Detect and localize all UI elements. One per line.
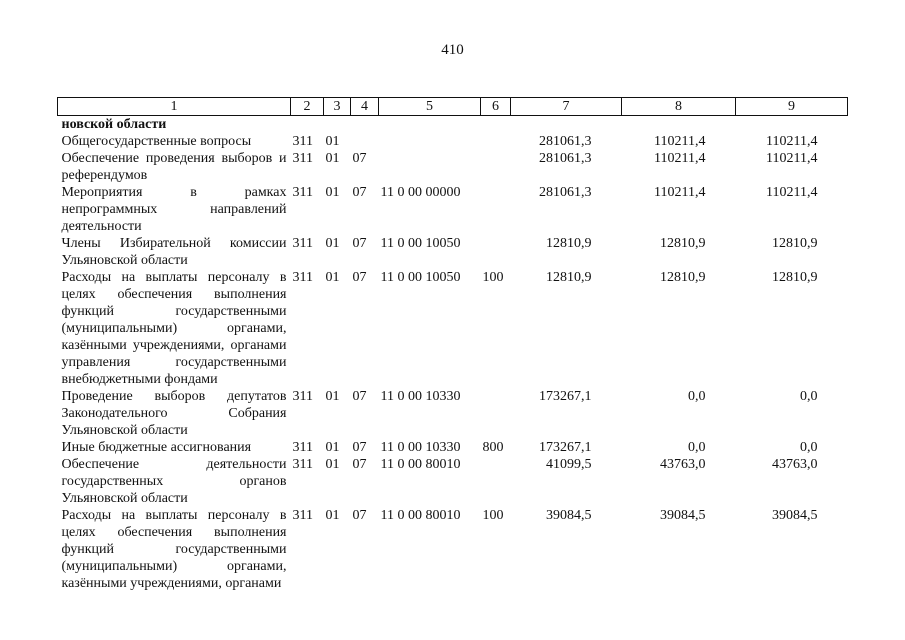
row-value-cell: 12810,9 (546, 270, 592, 285)
row-value-cell (481, 456, 511, 507)
row-name-cell: Обеспечение деятельности государственных органов Ульяновской области (61, 457, 287, 506)
row-value-cell (379, 133, 481, 150)
row-value-cell: 43763,0 (772, 457, 818, 472)
row-value-cell: 12810,9 (660, 270, 706, 285)
row-value-cell: 01 (325, 508, 340, 523)
table-row (58, 150, 848, 184)
header-cell: 3 (324, 98, 351, 116)
row-value-cell (481, 184, 511, 235)
row-name-cell: Общегосударственные вопросы (61, 134, 252, 149)
row-value-cell: 110211,4 (766, 185, 818, 200)
row-value-cell: 01 (325, 185, 340, 200)
page-number: 410 (441, 42, 464, 58)
row-value-cell: 41099,5 (546, 457, 592, 472)
row-value-cell: 100 (482, 508, 504, 523)
row-name-cell: Обеспечение проведения выборов и референдумов (61, 151, 287, 183)
row-value-cell: 110211,4 (654, 151, 706, 166)
row-value-cell: 12810,9 (546, 236, 592, 251)
row-value-cell: 311 (292, 440, 313, 455)
row-value-cell: 01 (325, 270, 340, 285)
row-value-cell: 311 (292, 270, 313, 285)
row-value-cell: 39084,5 (660, 508, 706, 523)
row-name-cell: Члены Избирательной комиссии Ульяновской области (61, 236, 287, 268)
table-row (58, 116, 848, 134)
row-value-cell: 311 (292, 151, 313, 166)
table-body (58, 116, 848, 593)
row-name-cell: Иные бюджетные ассигнования (61, 440, 252, 455)
row-value-cell: 43763,0 (660, 457, 706, 472)
row-value-cell: 07 (352, 508, 367, 523)
row-value-cell: 07 (352, 151, 367, 166)
table-row (58, 439, 848, 456)
row-value-cell: 0,0 (800, 389, 818, 404)
row-value-cell: 311 (292, 185, 313, 200)
row-value-cell (481, 133, 511, 150)
row-value-cell: 311 (292, 457, 313, 472)
row-value-cell: 39084,5 (772, 508, 818, 523)
row-value-cell: 11 0 00 80010 (380, 457, 461, 472)
row-value-cell: 12810,9 (772, 270, 818, 285)
budget-table (57, 97, 848, 592)
header-cell: 9 (736, 98, 848, 116)
row-value-cell (379, 150, 481, 184)
header-cell: 7 (511, 98, 622, 116)
header-cell: 6 (481, 98, 511, 116)
row-value-cell: 11 0 00 10050 (380, 270, 461, 285)
row-value-cell: 07 (352, 270, 367, 285)
row-value-cell: 110211,4 (766, 134, 818, 149)
row-value-cell: 100 (482, 270, 504, 285)
row-value-cell (379, 116, 481, 134)
header-cell: 1 (58, 98, 291, 116)
row-value-cell: 07 (352, 389, 367, 404)
row-value-cell: 07 (352, 185, 367, 200)
row-value-cell: 39084,5 (546, 508, 592, 523)
row-value-cell: 173267,1 (539, 440, 592, 455)
table-row (58, 388, 848, 439)
row-value-cell: 110211,4 (654, 185, 706, 200)
row-value-cell: 07 (352, 440, 367, 455)
header-cell: 4 (351, 98, 379, 116)
table-row (58, 507, 848, 592)
row-value-cell (351, 116, 379, 134)
row-value-cell (481, 150, 511, 184)
table-row (58, 269, 848, 388)
row-value-cell: 01 (325, 236, 340, 251)
table-row (58, 184, 848, 235)
row-name-cell: Расходы на выплаты персоналу в целях обеспечения выполнения функций государственными (муниципальными) органами, казёнными учреждениями, органами (61, 508, 287, 591)
header-cell: 5 (379, 98, 481, 116)
row-value-cell: 311 (292, 236, 313, 251)
header-cell: 2 (291, 98, 324, 116)
row-value-cell: 0,0 (688, 389, 706, 404)
table-row (58, 456, 848, 507)
row-value-cell: 11 0 00 10330 (380, 389, 461, 404)
row-value-cell: 11 0 00 00000 (380, 185, 461, 200)
row-value-cell: 01 (325, 440, 340, 455)
row-value-cell: 110211,4 (766, 151, 818, 166)
row-value-cell: 281061,3 (539, 185, 592, 200)
row-value-cell (291, 116, 324, 134)
row-value-cell: 281061,3 (539, 151, 592, 166)
table-row (58, 235, 848, 269)
table-row (58, 133, 848, 150)
row-value-cell (351, 133, 379, 150)
row-value-cell: 311 (292, 389, 313, 404)
row-value-cell: 0,0 (800, 440, 818, 455)
row-value-cell: 11 0 00 80010 (380, 508, 461, 523)
row-value-cell: 12810,9 (772, 236, 818, 251)
row-value-cell: 01 (325, 389, 340, 404)
row-value-cell (481, 388, 511, 439)
row-value-cell (481, 116, 511, 134)
row-value-cell: 11 0 00 10050 (380, 236, 461, 251)
row-value-cell: 07 (352, 236, 367, 251)
row-value-cell: 01 (325, 457, 340, 472)
row-value-cell: 281061,3 (539, 134, 592, 149)
row-name-cell: Расходы на выплаты персоналу в целях обеспечения выполнения функций государственными (муниципальными) органами, казёнными учреждениями, органами управления государственными внебюджетными фондами (61, 270, 287, 387)
row-value-cell: 0,0 (688, 440, 706, 455)
row-value-cell: 01 (325, 151, 340, 166)
row-value-cell (324, 116, 351, 134)
row-value-cell: 07 (352, 457, 367, 472)
row-name-cell: Проведение выборов депутатов Законодательного Собрания Ульяновской области (61, 389, 287, 438)
header-row (58, 98, 848, 116)
row-value-cell: 800 (482, 440, 504, 455)
row-value-cell: 311 (292, 134, 313, 149)
row-name-cell: Мероприятия в рамках непрограммных направлений деятельности (61, 185, 287, 234)
row-value-cell: 01 (325, 134, 340, 149)
row-value-cell: 12810,9 (660, 236, 706, 251)
row-value-cell: 173267,1 (539, 389, 592, 404)
row-value-cell (622, 116, 736, 134)
row-name-cell: новской области (61, 117, 167, 132)
row-value-cell (736, 116, 848, 134)
row-value-cell (481, 235, 511, 269)
row-value-cell: 311 (292, 508, 313, 523)
row-value-cell: 11 0 00 10330 (380, 440, 461, 455)
header-cell: 8 (622, 98, 736, 116)
row-value-cell (511, 116, 622, 134)
row-value-cell: 110211,4 (654, 134, 706, 149)
